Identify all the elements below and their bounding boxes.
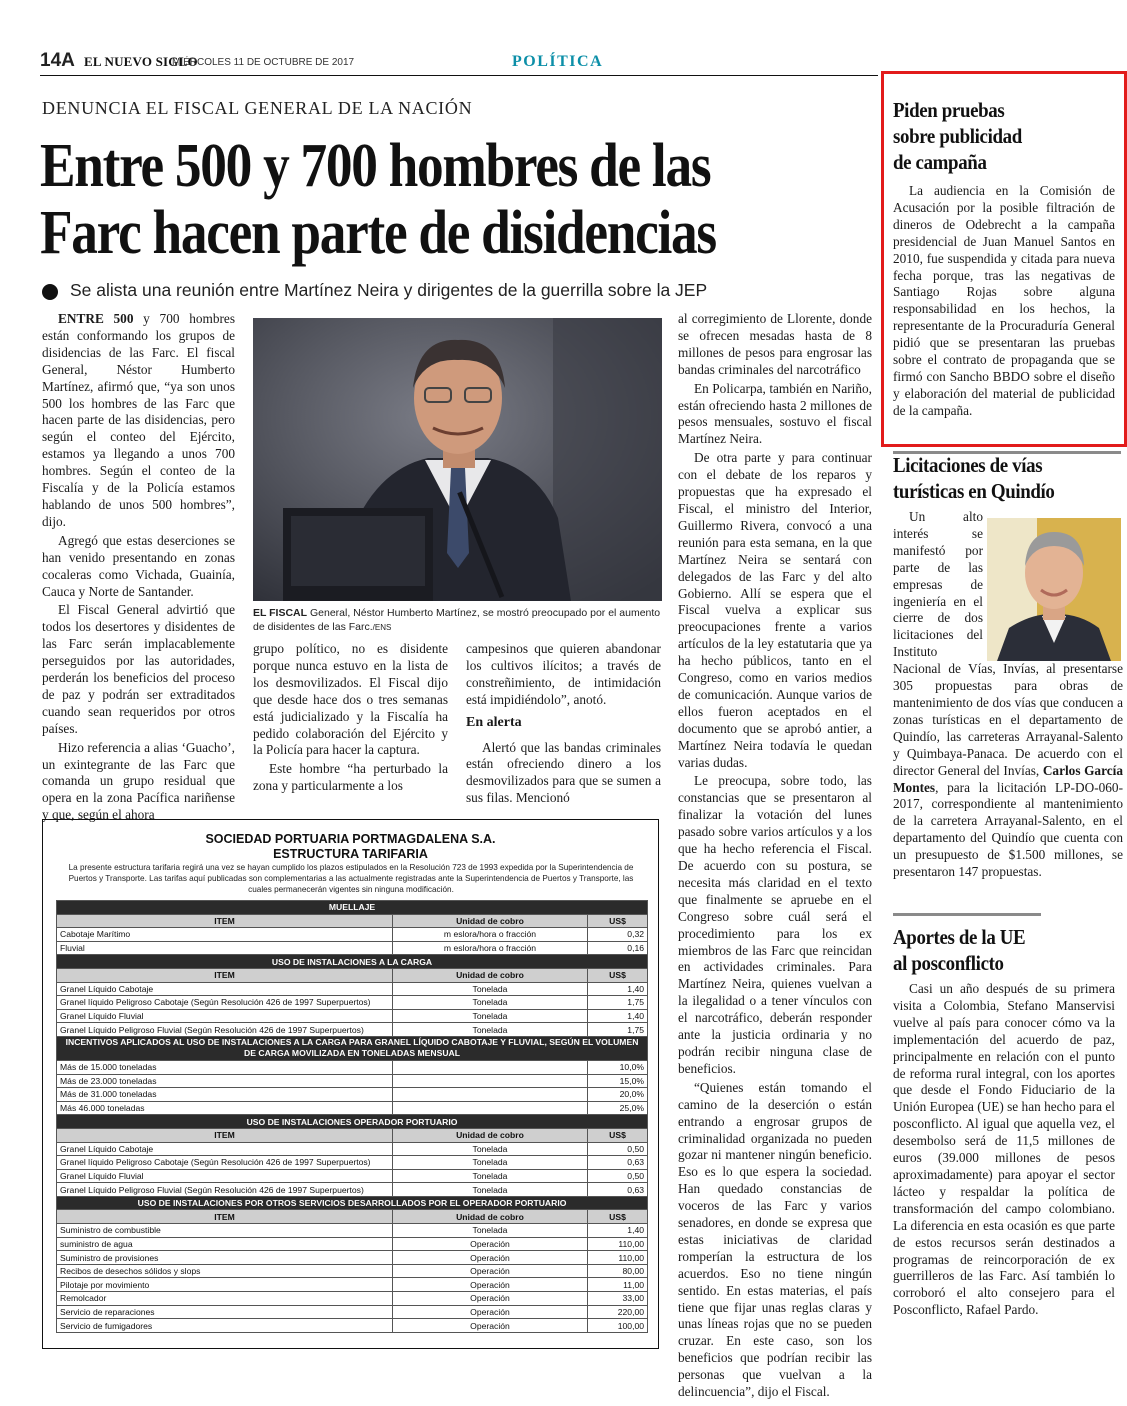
table-row — [57, 996, 648, 1010]
tariff-item: Granel líquido Peligroso Cabotaje (Según Resolución 426 de 1997 Superpuertos) — [57, 996, 393, 1010]
tariff-value: 1,75 — [588, 1023, 648, 1037]
page-number: 14A — [40, 50, 75, 71]
tariff-value: 0,32 — [588, 928, 648, 942]
article-paragraph: campesinos que quieren abandonar los cultivos ilícitos; a través de constreñimiento, de intimidación está impidiéndolo”, anotó. — [466, 641, 661, 707]
tariff-item: Suministro de provisiones — [57, 1251, 393, 1265]
header-rule — [40, 75, 878, 76]
tariff-section-title: INCENTIVOS APLICADOS AL USO DE INSTALACIONES A LA CARGA PARA GRANEL LÍQUIDO CABOTAJE Y FLUVIAL, SEGÚN EL VOLUMEN DE CARGA MOVILIZADA EN TONELADAS MENSUAL — [57, 1036, 648, 1060]
article-paragraph: Este hombre “ha perturbado la zona y particularmente a los — [253, 761, 448, 794]
tariff-item: Más de 15.000 toneladas — [57, 1060, 393, 1074]
tariff-item: Más 46.000 toneladas — [57, 1101, 393, 1115]
article-column-4 — [678, 311, 872, 1400]
table-row — [57, 982, 648, 996]
table-row — [57, 1169, 648, 1183]
newspaper-brand: EL NUEVO SIGLO — [84, 54, 198, 69]
headline-line-1: Entre 500 y 700 hombres de las — [40, 132, 711, 200]
sidebar-divider — [893, 913, 1041, 916]
tariff-item: Cabotaje Marítimo — [57, 928, 393, 942]
fiscal-photo — [253, 318, 662, 601]
table-row — [57, 1142, 648, 1156]
tariff-unit: Tonelada — [393, 996, 588, 1010]
table-row — [57, 1060, 648, 1074]
tariff-value: 1,40 — [588, 1009, 648, 1023]
title-line: sobre publicidad — [893, 124, 1022, 148]
sidebar-body-1 — [893, 183, 1115, 420]
tariff-section-band — [57, 1115, 648, 1129]
article-paragraph — [42, 311, 235, 531]
tariff-unit: Tonelada — [393, 1156, 588, 1170]
photo-caption — [253, 606, 662, 635]
table-row — [57, 1305, 648, 1319]
tariff-value: 0,16 — [588, 941, 648, 955]
tariff-unit: Tonelada — [393, 1023, 588, 1037]
tariff-item: Pilotaje por movimiento — [57, 1278, 393, 1292]
column-header-usd: US$ — [588, 914, 648, 928]
tariff-value: 1,40 — [588, 982, 648, 996]
column-header-item: ITEM — [57, 1210, 393, 1224]
caption-text: General, Néstor Humberto Martínez, se mostró preocupado por el aumento de disidentes de las Farc. — [253, 607, 661, 633]
tariff-item: Granel Líquido Cabotaje — [57, 982, 393, 996]
subhead: En alerta — [466, 714, 522, 730]
sidebar-title-3 — [893, 924, 1025, 976]
table-row — [57, 1156, 648, 1170]
tariff-item: Servicio de reparaciones — [57, 1305, 393, 1319]
table-row — [57, 1023, 648, 1037]
tariff-value: 15,0% — [588, 1074, 648, 1088]
tariff-unit: Operación — [393, 1292, 588, 1306]
headline — [40, 133, 762, 267]
table-row — [57, 1224, 648, 1238]
title-line: Aportes de la UE — [893, 925, 1026, 949]
tariff-header-row — [57, 1210, 648, 1224]
sidebar-body-2 — [893, 509, 1123, 881]
tariff-value: 1,40 — [588, 1224, 648, 1238]
column-header-unit: Unidad de cobro — [393, 1128, 588, 1142]
tariff-item: Recibos de desechos sólidos y slops — [57, 1264, 393, 1278]
column-header-unit: Unidad de cobro — [393, 1210, 588, 1224]
headline-line-2: Farc hacen parte de disidencias — [40, 199, 716, 267]
tariff-value: 11,00 — [588, 1278, 648, 1292]
tariff-section-band — [57, 1036, 648, 1060]
article-paragraph: En Policarpa, también en Nariño, están ofreciendo hasta 2 millones de pesos mensuales, sostuvo el fiscal Martínez Neira. — [678, 380, 872, 447]
tariff-unit: Tonelada — [393, 1142, 588, 1156]
tariff-item: Granel Líquido Fluvial — [57, 1169, 393, 1183]
tariff-value: 80,00 — [588, 1264, 648, 1278]
table-row — [57, 1251, 648, 1265]
tariff-section-title: USO DE INSTALACIONES POR OTROS SERVICIOS DESARROLLADOS POR EL OPERADOR PORTUARIO — [57, 1196, 648, 1210]
table-row — [57, 1074, 648, 1088]
tariff-title: ESTRUCTURA TARIFARIA — [273, 847, 428, 861]
tariff-unit: Operación — [393, 1319, 588, 1333]
table-row — [57, 1101, 648, 1115]
article-column-2 — [253, 641, 448, 806]
column-header-usd: US$ — [588, 1210, 648, 1224]
table-row — [57, 941, 648, 955]
table-row — [57, 1088, 648, 1102]
article-paragraph: grupo político, no es disidente porque nunca estuvo en la lista de los desmovilizados. El Fiscal dijo que desde hace dos o tres semanas está judicializado y la Fiscalía ha pedido colaboración del Ejército y la Policía para hacer la captura. — [253, 641, 448, 758]
tariff-value: 220,00 — [588, 1305, 648, 1319]
tariff-section-title: MUELLAJE — [57, 901, 648, 915]
tariff-header-row — [57, 1128, 648, 1142]
tariff-unit: Tonelada — [393, 1224, 588, 1238]
tariff-unit: Operación — [393, 1278, 588, 1292]
table-row — [57, 1319, 648, 1333]
sidebar-paragraph: La audiencia en la Comisión de Acusación por la posible filtración de dineros de Odebrecht a la campaña presidencial de Juan Manuel Santos en 2010, fue suspendida y citada para nueva fecha porque, tras las negativas de Santiago Rojas sobre alguna responsabilidad en los hechos, la representante de la Procuraduría General pidió que se presentaran las pruebas sobre el contrato de propaganda que se firmó con Sancho BBDO sobre el diseño y elaboración del material de publicidad de la campaña. — [893, 183, 1115, 418]
article-paragraph: Alertó que las bandas criminales están ofreciendo dinero a los desmovilizados para que se sumen a sus filas. Mencionó — [466, 739, 661, 806]
table-row — [57, 928, 648, 942]
article-column-1 — [42, 311, 235, 823]
tariff-section-title: USO DE INSTALACIONES OPERADOR PORTUARIO — [57, 1115, 648, 1129]
bullet-icon — [42, 284, 58, 300]
tariff-value: 100,00 — [588, 1319, 648, 1333]
photo-credit: /ENS — [372, 623, 392, 632]
tariff-company: SOCIEDAD PORTUARIA PORTMAGDALENA S.A. — [205, 832, 496, 846]
tariff-section-band — [57, 1196, 648, 1210]
tariff-item: Granel Líquido Cabotaje — [57, 1142, 393, 1156]
table-row — [57, 1278, 648, 1292]
article-paragraph: El Fiscal General advirtió que todos los desertores y disidentes de las Farc serán implacablemente perseguidos por las autoridades, perderán los beneficios del proceso de paz y podrán ser extraditados cuando sean requeridos por otros países. — [42, 602, 235, 736]
article-paragraph: “Quienes están tomando el camino de la deserción o están entrando a engrosar grupos de criminalidad organizada no pueden gozar ni mantener ningún beneficio. Eso es lo que espera la sociedad. Han quedado constancias de voceros de las Farc y varios senadores, en donde se expresa que estas iniciativas de claridad romperían la estructura de los acuerdos. Eso no tiene ningún sentido. En estas materias, el país tiene que fijar unas reglas claras y unas líneas rojas que no se pueden cruzar. En este caso, son los beneficios que podrían recibir las personas que vuelvan a la delincuencia”, dijo el Fiscal. — [678, 1079, 872, 1400]
tariff-unit: Tonelada — [393, 1169, 588, 1183]
title-line: de campaña — [893, 150, 987, 174]
tariff-unit: m eslora/hora o fracción — [393, 928, 588, 942]
portrait-wrap-space — [983, 509, 1123, 653]
table-row — [57, 1183, 648, 1197]
tariff-header-row — [57, 968, 648, 982]
tariff-item: Más de 31.000 toneladas — [57, 1088, 393, 1102]
tariff-value: 110,00 — [588, 1251, 648, 1265]
tariff-table — [56, 900, 648, 1333]
tariff-value: 20,0% — [588, 1088, 648, 1102]
tariff-value: 10,0% — [588, 1060, 648, 1074]
tariff-unit: Tonelada — [393, 1183, 588, 1197]
column-header-usd: US$ — [588, 968, 648, 982]
tariff-unit: Operación — [393, 1264, 588, 1278]
sidebar-text: , para la licitación LP-DO-060-2017, correspondiente al mantenimiento de la carretera Arrayanal-Salento, en el departamento del Quindío que cuenta con un presupuesto de $1.500 millones, se presentaron 147 propuestas. — [893, 779, 1123, 880]
tariff-table-body — [57, 901, 648, 1333]
tariff-unit: Tonelada — [393, 1009, 588, 1023]
column-header-item: ITEM — [57, 968, 393, 982]
tariff-value: 33,00 — [588, 1292, 648, 1306]
tariff-unit: Operación — [393, 1251, 588, 1265]
column-header-unit: Unidad de cobro — [393, 914, 588, 928]
tariff-value: 0,50 — [588, 1142, 648, 1156]
column-header-usd: US$ — [588, 1128, 648, 1142]
article-paragraph: De otra parte y para continuar con el debate de los reparos y propuestas que ha expresado el Fiscal, el ministro del Interior, Guillermo Rivera, convocó a una reunión para esta semana, en la que Martínez Neira se sentará con delegados de las Farc y del alto Gobierno. Allí se espera que el Fiscal vuelva a explicar sus preocupaciones frente a varios artículos de la ley estatutaria que ya ha hecho públicos, tanto en el Congreso, como en varios medios de comunicación. Aunque varios de ellos fueron aceptados en el documento que se aprobó antier, a Martínez Neira todavía le quedan varias dudas. — [678, 450, 872, 770]
tariff-note: La presente estructura tarifaria regirá una vez se hayan cumplido los plazos estipulados en la Resolución 723 de 1993 expedida por la Superintendencia de Puertos y Transporte. Las tarifas aquí publicadas son complementarias a las actualmente registradas ante la Superintendencia de Puertos y Transporte, las cuales permanecerán vigentes sin ninguna modificación. — [68, 863, 634, 894]
tariff-item: Granel Líquido Peligroso Fluvial (Según Resolución 426 de 1997 Superpuertos) — [57, 1023, 393, 1037]
article-paragraph: al corregimiento de Llorente, donde se ofrecen mesadas hasta de 8 millones de pesos para engrosar las bandas criminales del narcotráfico — [678, 311, 872, 377]
tariff-value: 25,0% — [588, 1101, 648, 1115]
title-line: al posconflicto — [893, 951, 1004, 975]
tariff-item: Servicio de fumigadores — [57, 1319, 393, 1333]
person-name: Carlos García Montes — [893, 762, 1123, 795]
sidebar-body-3 — [893, 981, 1115, 1346]
lead-in: ENTRE 500 — [58, 311, 134, 326]
deck: Se alista una reunión entre Martínez Neira y dirigentes de la guerrilla sobre la JEP — [70, 280, 708, 300]
tariff-item: Granel Líquido Fluvial — [57, 1009, 393, 1023]
table-row — [57, 1237, 648, 1251]
caption-lead: EL FISCAL — [253, 607, 308, 619]
tariff-header-row — [57, 914, 648, 928]
tariff-value: 0,63 — [588, 1156, 648, 1170]
sidebar-title-2 — [893, 452, 1055, 504]
tariff-unit — [393, 1074, 588, 1088]
tariff-section-band — [57, 955, 648, 969]
table-row — [57, 1292, 648, 1306]
tariff-value: 110,00 — [588, 1237, 648, 1251]
table-row — [57, 1009, 648, 1023]
tariff-item: suministro de agua — [57, 1237, 393, 1251]
tariff-unit: Operación — [393, 1305, 588, 1319]
issue-date: MIÉRCOLES 11 DE OCTUBRE DE 2017 — [172, 57, 355, 68]
article-paragraph: Hizo referencia a alias ‘Guacho’, un exintegrante de las Farc que comanda un grupo residual que opera en la zona Pacífica nariñense y que, según el ahora — [42, 739, 235, 823]
tariff-value: 0,63 — [588, 1183, 648, 1197]
tariff-section-title: USO DE INSTALACIONES A LA CARGA — [57, 955, 648, 969]
column-header-item: ITEM — [57, 914, 393, 928]
tariff-value: 0,50 — [588, 1169, 648, 1183]
title-line: Licitaciones de vías — [893, 453, 1043, 477]
tariff-unit: Tonelada — [393, 982, 588, 996]
tariff-unit: Operación — [393, 1237, 588, 1251]
tariff-unit: m eslora/hora o fracción — [393, 941, 588, 955]
tariff-item: Granel Líquido Peligroso Fluvial (Según Resolución 426 de 1997 Superpuertos) — [57, 1183, 393, 1197]
tariff-item: Más de 23.000 toneladas — [57, 1074, 393, 1088]
tariff-item: Suministro de combustible — [57, 1224, 393, 1238]
tariff-item: Remolcador — [57, 1292, 393, 1306]
tariff-unit — [393, 1101, 588, 1115]
sidebar-title-1 — [893, 97, 1022, 175]
sidebar-paragraph: Casi un año después de su primera visita a Colombia, Stefano Manservisi vuelve al país para conocer cómo va la implementación del acuerdo de paz, principalmente en relación con el punto de reforma rural integral, con los aportes que desde el Fondo Fiduciario de la Unión Europea (UE) se han hecho para el posconflicto. Al igual que aquella vez, el desembolso será de 11,5 millones de euros (39.000 millones de pesos aproximadamente) para apoyar el sector lácteo y respaldar la política de transformación del campo colombiano. La diferencia en esta ocasión es que parte de estos recursos serán destinados a programas de reincorporación de ex guerrilleros de las Farc. Así también lo corroboró el alto consejero para el Posconflicto, Rafael Pardo. — [893, 981, 1115, 1318]
tariff-item: Granel líquido Peligroso Cabotaje (Según Resolución 426 de 1997 Superpuertos) — [57, 1156, 393, 1170]
article-text: y 700 hombres están conformando los grupos de disidencias de las Farc. El fiscal General, Néstor Humberto Martínez, afirmó que, “ya son unos 500 los hombres de las Farc que hacen parte de las disidencias, pero según el conteo del Ejército, estamos ya llegando a unos 700 hombres. Según el conteo de la Fiscalía y de la Policía estamos hablando de unos 500 hombres”, dijo. — [42, 311, 235, 529]
article-paragraph: Le preocupa, sobre todo, las constancias que se presentaron al finalizar la votación del lunes pasado sobre varios artículos y a los que ha hecho referencia el Fiscal. De acuerdo con su postura, se necesita más claridad en el texto que finalmente se apruebe en el Congreso sobre cuál será el procedimiento para los ex miembros de las Farc que reincidan en actividades criminales. Para Martínez Neira, quienes vuelvan a la ilegalidad o a tener vínculos con el narcotráfico, deberán responder ante la justicia ordinaria y no podrán recibir ninguna clase de beneficios. — [678, 773, 872, 1076]
sidebar-text: Un alto interés se manifestó por parte de las empresas de ingeniería en el cierre de dos licitaciones del Instituto Nacional de Vías, Invías, al presentarse 305 propuestas para obras de mantenimiento de dos vías que conducen a zonas turísticas en el departamento de Quindío, las carreteras Arrayanal-Salento y Quimbaya-Panaca. De acuerdo con el director General del Invías, — [893, 509, 1123, 778]
tariff-section-band — [57, 901, 648, 915]
column-header-item: ITEM — [57, 1128, 393, 1142]
title-line: turísticas en Quindío — [893, 479, 1055, 503]
section-label: POLÍTICA — [512, 53, 604, 70]
sidebar-paragraph — [893, 509, 1123, 881]
title-line: Piden pruebas — [893, 98, 1005, 122]
table-row — [57, 1264, 648, 1278]
kicker: DENUNCIA EL FISCAL GENERAL DE LA NACIÓN — [42, 98, 473, 118]
article-column-3 — [466, 641, 661, 806]
tariff-value: 1,75 — [588, 996, 648, 1010]
tariff-unit — [393, 1088, 588, 1102]
tariff-item: Fluvial — [57, 941, 393, 955]
column-header-unit: Unidad de cobro — [393, 968, 588, 982]
article-paragraph: Agregó que estas deserciones se han venido presentando en zonas cocaleras como Vichada, Guainía, Cauca y Norte de Santander. — [42, 532, 235, 599]
tariff-unit — [393, 1060, 588, 1074]
